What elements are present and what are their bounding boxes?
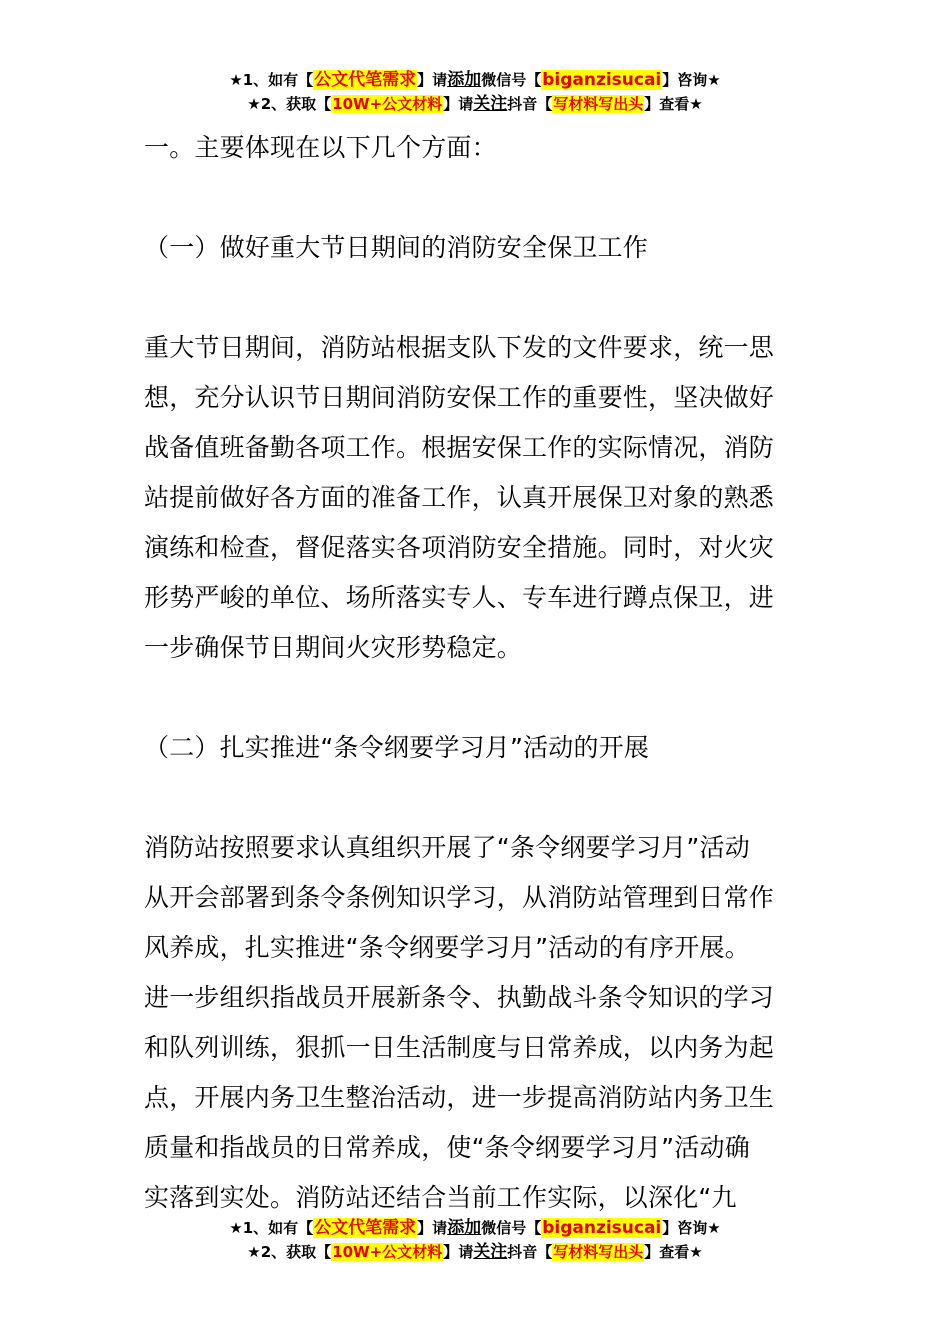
text-line: 战备值班备勤各项工作。根据安保工作的实际情况，消防 [144,433,775,462]
text-line: 一步确保节日期间火灾形势稳定。 [144,633,523,662]
text-line: 想，充分认识节日期间消防安保工作的重要性，坚决做好 [144,383,775,412]
banner-text: 】请 [443,1243,474,1261]
banner-wechat-id: biganzisucai [542,1218,662,1238]
text-line: 形势严峻的单位、场所落实专人、专车进行蹲点保卫，进 [144,583,775,612]
banner-text: 】咨询★ [662,1219,721,1237]
banner-highlight: 公文代笔需求 [314,70,417,90]
banner-text: 】查看★ [644,1243,703,1261]
banner-douyin-id: 写材料写出头 [553,95,644,113]
banner-text: 微信号【 [481,71,542,89]
banner-text: 抖音【 [507,95,553,113]
banner-douyin-id: 写材料写出头 [553,1243,644,1261]
banner-text: ★1、如有【 [229,1219,314,1237]
section-2-title: （二）扎实推进“条令纲要学习月”活动的开展 [144,733,650,762]
banner-underline: 添加 [447,1218,482,1238]
text-line: 质量和指战员的日常养成，使“条令纲要学习月”活动确 [144,1133,750,1162]
section-2-paragraph [144,823,808,1223]
banner-line-1 [0,1216,950,1240]
footer-banner [0,1216,950,1264]
banner-text: 】请 [417,71,448,89]
banner-text: 】请 [417,1219,448,1237]
banner-underline: 关注 [473,94,508,114]
banner-text: ★2、获取【 [247,95,332,113]
text-line: 消防站按照要求认真组织开展了“条令纲要学习月”活动 [144,833,750,862]
banner-line-1 [0,68,950,92]
banner-highlight: 10W+公文材料 [332,1243,443,1261]
banner-text: 抖音【 [507,1243,553,1261]
banner-text: 】咨询★ [662,71,721,89]
text-line: 站提前做好各方面的准备工作，认真开展保卫对象的熟悉 [144,483,775,512]
text-line: 和队列训练，狠抓一日生活制度与日常养成，以内务为起 [144,1033,775,1062]
banner-text: 】请 [443,95,474,113]
text-line: 重大节日期间，消防站根据支队下发的文件要求，统一思 [144,333,775,362]
banner-highlight: 公文代笔需求 [314,1218,417,1238]
text-line: 演练和检查，督促落实各项消防安全措施。同时，对火灾 [144,533,775,562]
banner-wechat-id: biganzisucai [542,70,662,90]
banner-text: ★1、如有【 [229,71,314,89]
banner-underline: 关注 [473,1242,508,1262]
banner-text: 微信号【 [481,1219,542,1237]
section-1-title: （一）做好重大节日期间的消防安全保卫工作 [144,233,649,262]
banner-highlight: 10W+公文材料 [332,95,443,113]
banner-text: ★2、获取【 [247,1243,332,1261]
banner-underline: 添加 [447,70,482,90]
document-body [144,123,808,1223]
text-line: 实落到实处。消防站还结合当前工作实际，以深化“九 [144,1183,737,1212]
text-line: 点，开展内务卫生整治活动，进一步提高消防站内务卫生 [144,1083,775,1112]
section-1-paragraph [144,323,808,673]
main-heading: 一。主要体现在以下几个方面： [144,133,497,162]
banner-line-2 [0,92,950,116]
banner-line-2 [0,1240,950,1264]
banner-text: 】查看★ [644,95,703,113]
text-line: 风养成，扎实推进“条令纲要学习月”活动的有序开展。 [144,933,750,962]
text-line: 从开会部署到条令条例知识学习，从消防站管理到日常作 [144,883,775,912]
text-line: 进一步组织指战员开展新条令、执勤战斗条令知识的学习 [144,983,775,1012]
header-banner [0,68,950,116]
